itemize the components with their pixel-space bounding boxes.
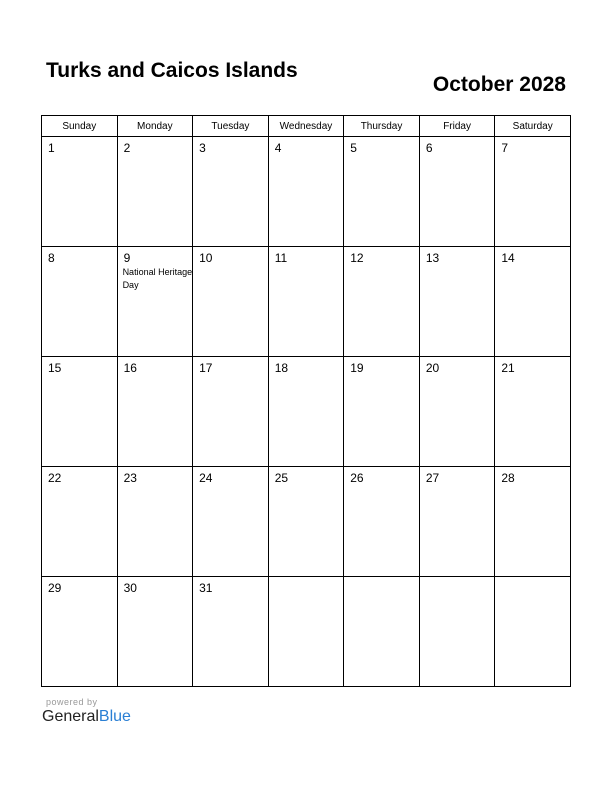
holiday-label: National Heritage Day [122,267,193,290]
day-cell [495,357,571,467]
day-cell [117,137,193,247]
week-row [42,467,571,577]
day-number: 25 [274,471,289,485]
day-cell [268,577,344,687]
day-cell [495,577,571,687]
day-number: 30 [123,581,137,595]
month-title: October 2028 [432,73,566,96]
day-number: 2 [123,141,131,155]
day-cell [419,247,495,357]
logo-general-text: General [42,708,99,725]
week-row [42,137,571,247]
day-cell [268,357,344,467]
day-cell [268,137,344,247]
day-cell [117,577,193,687]
week-row [42,357,571,467]
day-number [344,577,419,581]
weekday-header: Saturday [495,116,571,137]
day-cell [193,467,269,577]
day-number: 15 [48,361,62,375]
day-cell [344,357,420,467]
day-cell [344,577,420,687]
day-cell [419,137,495,247]
day-number: 6 [425,141,433,155]
day-cell [495,137,571,247]
weekday-header-row [42,116,571,137]
day-number [495,577,570,581]
day-number: 19 [350,361,364,375]
day-number: 12 [350,251,364,265]
day-number: 8 [48,251,55,265]
country-title: Turks and Caicos Islands [46,59,298,82]
day-cell [495,467,571,577]
weekday-header: Sunday [42,116,118,137]
day-number: 5 [350,141,357,155]
logo-blue-text: Blue [98,708,131,725]
day-cell [117,247,193,357]
day-cell [419,467,495,577]
day-number: 21 [501,361,515,375]
day-number: 28 [501,471,515,485]
generalblue-logo [42,707,131,727]
day-number: 29 [48,581,62,595]
day-cell [117,467,193,577]
day-number: 27 [425,471,440,485]
calendar-body [42,137,571,687]
day-cell [42,137,118,247]
day-number: 20 [425,361,440,375]
day-cell [193,577,269,687]
day-cell [193,247,269,357]
day-cell [193,137,269,247]
day-number: 11 [274,251,288,265]
day-number: 14 [501,251,515,265]
day-cell [419,357,495,467]
day-number [269,577,344,581]
day-number: 3 [199,141,206,155]
week-row [42,577,571,687]
day-cell [495,247,571,357]
weekday-header: Friday [419,116,495,137]
brand-footer [42,697,131,727]
day-cell [42,247,118,357]
day-cell [42,467,118,577]
day-number: 7 [501,141,509,155]
day-number: 13 [425,251,440,265]
weekday-header: Tuesday [193,116,269,137]
weekday-header: Thursday [344,116,420,137]
day-number: 23 [123,471,137,485]
day-number: 18 [274,361,289,375]
day-number: 17 [199,361,213,375]
weekday-header: Wednesday [268,116,344,137]
day-cell [42,357,118,467]
day-cell [419,577,495,687]
day-cell [117,357,193,467]
day-cell [42,577,118,687]
day-cell [344,467,420,577]
day-number: 31 [199,581,213,595]
day-cell [268,467,344,577]
day-cell [344,137,420,247]
weekday-header: Monday [117,116,193,137]
week-row [42,247,571,357]
day-cell [193,357,269,467]
powered-by-text: powered by [46,697,98,707]
calendar-grid [41,115,571,687]
day-number: 22 [48,471,62,485]
day-number [420,577,495,581]
day-cell [344,247,420,357]
day-number: 16 [123,361,137,375]
day-number: 9 [123,251,131,265]
day-number: 24 [199,471,213,485]
day-number: 4 [274,141,282,155]
day-number: 26 [350,471,364,485]
day-cell [268,247,344,357]
day-number: 10 [199,251,213,265]
day-number: 1 [48,141,55,155]
